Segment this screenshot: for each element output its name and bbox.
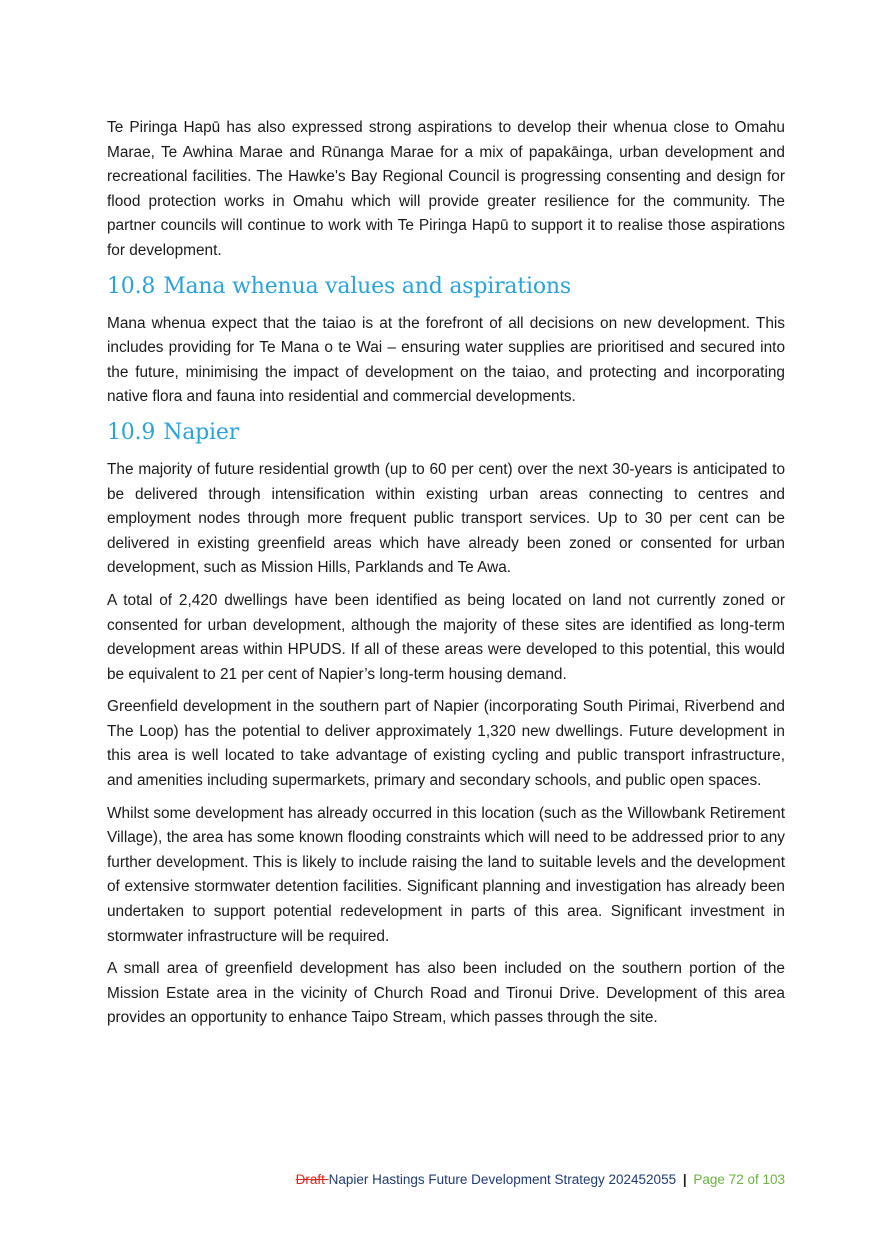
paragraph: Mana whenua expect that the taiao is at the forefront of all decisions on new development. This includes providing for Te Mana o te Wai – ensuring water supplies are prioritised and secured into the future, minimising the impact of development on the taiao, and protecting and incorporating native flora and fauna into residential and commercial developments. — [107, 314, 785, 406]
footer-page-number: Page 72 of 103 — [693, 1172, 785, 1187]
paragraph: A small area of greenfield development has also been included on the southern portion of the Mission Estate area in the vicinity of Church Road and Tironui Drive. Development of this area provides an opportunity to enhance Taipo Stream, which passes through the site. — [107, 960, 785, 1027]
document-body — [107, 116, 785, 1039]
paragraph: Whilst some development has already occurred in this location (such as the Willowbank Retirement Village), the area has some known flooding constraints which will need to be addressed prior to any further development. This is likely to include raising the land to suitable levels and the development of extensive stormwater detention facilities. Significant planning and investigation has already been undertaken to support potential redevelopment in parts of this area. Significant investment in stormwater infrastructure will be required. — [107, 804, 785, 945]
section-heading-10-9 — [107, 418, 785, 448]
section-number: 10.8 — [107, 273, 156, 299]
footer-draft-label: Draft — [295, 1172, 329, 1187]
footer-doc-title: Napier Hastings Future Development Strategy 202452055 — [328, 1172, 677, 1187]
intro-paragraph: Te Piringa Hapū has also expressed strong aspirations to develop their whenua close to Omahu Marae, Te Awhina Marae and Rūnanga Marae for a mix of papakāinga, urban development and recreational facilities. The Hawke's Bay Regional Council is progressing consenting and design for flood protection works in Omahu which will provide greater resilience for the community. The partner councils will continue to work with Te Piringa Hapū to support it to realise those aspirations for development. — [107, 119, 785, 259]
section-title: Napier — [163, 419, 240, 445]
paragraph: Greenfield development in the southern part of Napier (incorporating South Pirimai, Riverbend and The Loop) has the potential to deliver approximately 1,320 new dwellings. Future development in this area is well located to take advantage of existing cycling and public transport infrastructure, and amenities including supermarkets, primary and secondary schools, and public open spaces. — [107, 698, 785, 790]
section-heading-10-8 — [107, 272, 785, 302]
section-number: 10.9 — [107, 419, 156, 445]
paragraph: A total of 2,420 dwellings have been identified as being located on land not currently zoned or consented for urban development, although the majority of these sites are identified as long-term development areas within HPUDS. If all of these areas were developed to this potential, this would be equivalent to 21 per cent of Napier’s long-term housing demand. — [107, 591, 785, 683]
page-footer — [296, 1171, 785, 1189]
paragraph: The majority of future residential growth (up to 60 per cent) over the next 30-years is anticipated to be delivered through intensification within existing urban areas connecting to centres and employment nodes through more frequent public transport services. Up to 30 per cent can be delivered in existing greenfield areas which have already been zoned or consented for urban development, such as Mission Hills, Parklands and Te Awa. — [107, 460, 785, 577]
footer-separator: | — [682, 1172, 687, 1187]
section-title: Mana whenua values and aspirations — [163, 273, 571, 299]
